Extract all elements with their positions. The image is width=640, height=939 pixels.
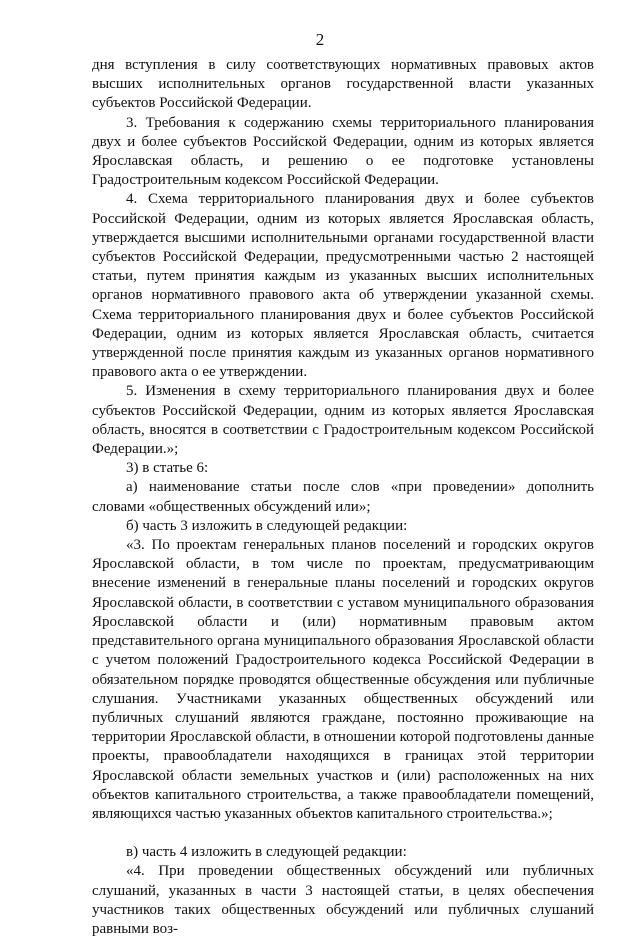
paragraph-quoted-part-3: «3. По проектам генеральных планов поселений и городских округов Ярославской области, в том числе по проектам, предусматривающим внесение изменений в генеральные планы поселений и городских округов Ярославской области, в соответствии с уставом муниципального образования Ярославской области и (или) нормативным правовым актом представительного органа муниципального образования Ярославской области с учетом положений Градостроительного кодекса Российской Федерации в обязательном порядке проводятся общественные обсуждения или публичные слушания. Участниками указанных общественных обсуждений или публичных слушаний являются граждане, постоянно проживающие на территории Ярославской области, в отношении которой подготовлены данные проекты, правообладатели находящихся в границах этой территории Ярославской области земельных участков и (или) расположенных на них объектов капитального строительства, а также правообладатели помещений, являющихся частью указанных объектов капитального строительства.»; xyxy=(92,537,594,822)
paragraph-item-5: 5. Изменения в схему территориального планирования двух и более субъектов Российской Федерации, одним из которых является Ярославская область, вносятся в соответствии с Градостроительным кодексом Российской Федерации.»; xyxy=(92,383,594,458)
paragraph-quoted-part-4: «4. При проведении общественных обсуждений или публичных слушаний, указанных в части 3 настоящей статьи, в целях обеспечения участников таких общественных обсуждений или публичных слушаний равными воз- xyxy=(92,863,594,937)
paragraph-continuation: дня вступления в силу соответствующих нормативных правовых актов высших исполнительных органов государственной власти указанных субъектов Российской Федерации. xyxy=(92,57,594,112)
paragraph-item-4: 4. Схема территориального планирования двух и более субъектов Российской Федерации, одним из которых является Ярославская область, утверждается высшими исполнительными органами государственной власти субъектов Российской Федерации, предусмотренными частью 2 настоящей статьи, путем принятия каждым из указанных высших исполнительных органов нормативного правового акта об утверждении указанной схемы. Схема территориального планирования двух и более субъектов Российской Федерации, одним из которых является Ярославская область, считается утвержденной после принятия каждым из указанных органов нормативного правового акта о ее утверждении. xyxy=(92,191,594,381)
paragraph-subitem-v: в) часть 4 изложить в следующей редакции: xyxy=(126,844,407,861)
document-body xyxy=(92,56,594,939)
page-number: 2 xyxy=(315,30,325,49)
paragraph-item-3: 3. Требования к содержанию схемы территориального планирования двух и более субъектов Российской Федерации, одним из которых является Ярославская область, и решению о ее подготовке установлены Градостроительным кодексом Российской Федерации. xyxy=(92,114,594,189)
paragraph-article-6: 3) в статье 6: xyxy=(126,460,209,477)
paragraph-subitem-a: а) наименование статьи после слов «при проведении» дополнить словами «общественных обсуждений или»; xyxy=(92,479,594,515)
paragraph-subitem-b: б) часть 3 изложить в следующей редакции: xyxy=(126,517,408,534)
